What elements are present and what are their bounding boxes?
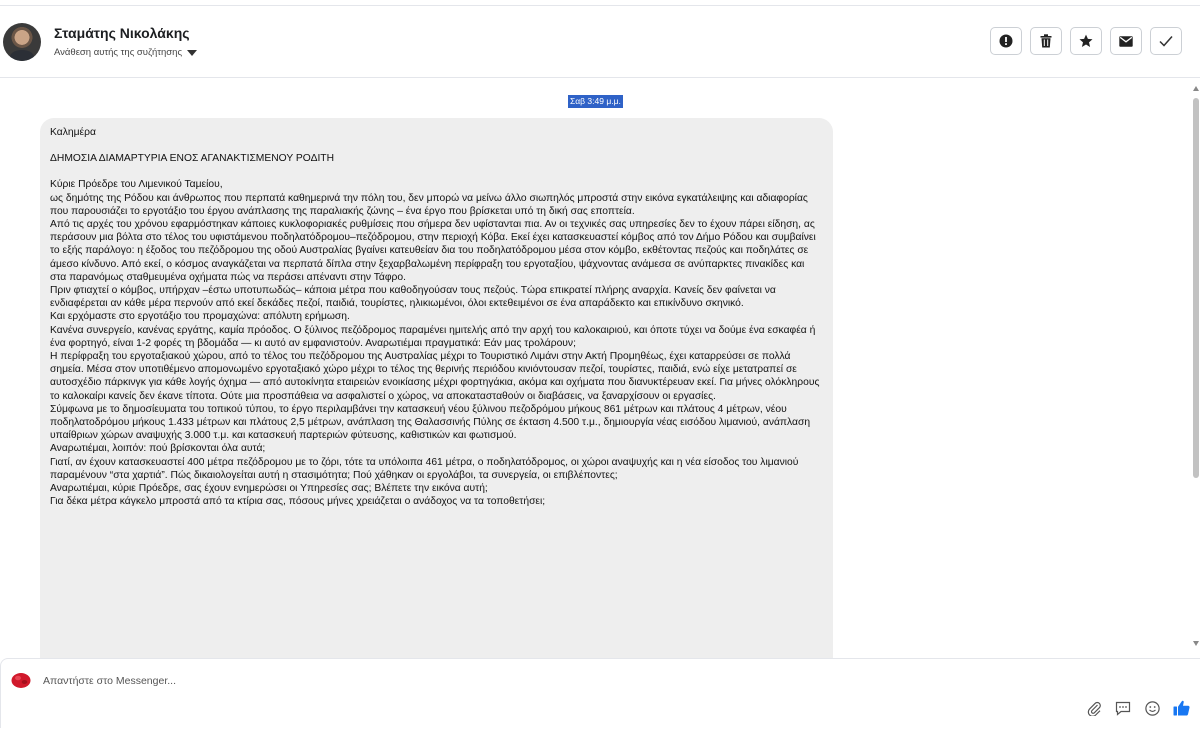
trash-icon <box>1040 34 1052 48</box>
exclamation-circle-icon <box>999 34 1013 48</box>
scroll-down-arrow-icon[interactable] <box>1193 641 1199 646</box>
message-paragraph: Για δέκα μέτρα κάγκελο μπροστά από τα κτίρια σας, πόσους μήνες χρειάζεται ο ανάδοχος να τα τοποθετήσει; <box>50 496 546 508</box>
message-bubble[interactable] <box>40 118 833 658</box>
smiley-icon <box>1145 701 1160 716</box>
scroll-up-arrow-icon[interactable] <box>1193 86 1199 91</box>
message-paragraph: Και ερχόμαστε στο εργοτάξιο του προμαχώνα: απόλυτη ερήμωση. <box>50 311 350 323</box>
message-paragraph: Σύμφωνα με το δημοσίευματα του τοπικού τύπου, το έργο περιλαμβάνει την κατασκευή νέου ξύλινου πεζοδρόμου μήκους 861 μέτρων και πλάτους 4 μέτρων, νέου ποδηλατοδρόμου μήκους 1.433 μέτρων και πλάτους 2,5 μέτρων, ανάπλαση της Θαλασσινής Πύλης σε έκταση 4.500 τ.μ., δημιουργία νέας εισόδου λιμανιού, ανάπλαση υπαίθριων χώρων αναψυχής 3.000 τ.μ. και κατασκευή παρτεριών φύτευσης, καθιστικών και φωτισμού. <box>50 403 811 442</box>
message-paragraph: Πριν φτιαχτεί ο κόμβος, υπήρχαν –έστω υποτυπωδώς– κάποια μέτρα που καθοδηγούσαν τους πεζούς. Τώρα επικρατεί πλήρης αναρχία. Κανείς δεν φαίνεται να ενδιαφέρεται αν κάθε μέρα περνούν από εκεί δεκάδες πεζοί, παιδιά, τουρίστες, ηλικιωμένοι, όλοι εκτεθειμένοι σε ένα απαράδεκτο και επικίνδυνο σκηνικό. <box>50 285 776 310</box>
composer-tools <box>1085 699 1190 717</box>
contact-name[interactable]: Σταμάτης Νικολάκης <box>54 25 190 41</box>
message-greeting: Καλημέρα <box>50 127 96 138</box>
saved-replies-button[interactable] <box>1114 699 1132 717</box>
assign-conversation-dropdown[interactable] <box>54 47 197 58</box>
scrollbar-thumb[interactable] <box>1193 98 1199 478</box>
message-paragraph: ως δημότης της Ρόδου και άνθρωπος που περπατά καθημερινά την πόλη του, δεν μπορώ να μείνω άλλο σιωπηλός μπροστά στην εικόνα εγκατάλειψης και αδιαφορίας που παρουσιάζει το εργοτάξιο του έργου ανάπλασης της παραλιακής ζώνης – ένα έργο που βρίσκεται υπό τη δική σας εποπτεία. <box>50 192 808 217</box>
chevron-down-icon <box>187 50 197 56</box>
mark-done-button[interactable] <box>1150 27 1182 55</box>
message-paragraph: Η περίφραξη του εργοταξιακού χώρου, από το τέλος του πεζόδρομου της Αυστραλίας μέχρι το Τουριστικό Λιμάνι στην Ακτή Προμηθέως, έχει καταρρεύσει σε πολλά σημεία. Μέσα στον υποτιθέμενο απομονωμένο εργοταξιακό χώρο μέχρι το τέλος της θερινής περιόδου κινιόντουσαν πεζοί, τουρίστες, παιδιά, ενώ είχε μετατραπεί σε αυτοσχέδιο πάρκινγκ για κάθε λογής όχημα — από αυτοκίνητα εταιρειών ενοικίασης μέχρι φορτηγάκια, ακόμα και οχήματα που διανυκτέρευαν εκεί. Για μήνες ολόκληρους το καλοκαίρι κανείς δεν έκανε τίποτα. Ούτε μια προσπάθεια να ασφαλιστεί ο χώρος, να αποκατασταθούν οι διαβάσεις, να ξαναρχίσουν οι εργασίες. <box>50 351 820 402</box>
message-paragraph: Κανένα συνεργείο, κανένας εργάτης, καμία πρόοδος. Ο ξύλινος πεζόδρομος παραμένει ημιτελής από την αρχή του καλοκαιριού, και όποτε τύχει να δούμε ένα εσκαφέα ή ένα φορτηγό, είναι 1-2 φορές τη βδομάδα — κι αυτό αν εμφανιστούν. Αναρωτιέμαι πραγματικά: Εάν μας τρολάρουν; <box>50 324 816 349</box>
header-actions <box>990 27 1182 55</box>
delete-button[interactable] <box>1030 27 1062 55</box>
report-button[interactable] <box>990 27 1022 55</box>
message-title: ΔΗΜΟΣΙΑ ΔΙΑΜΑΡΤΥΡΙΑ ΕΝΟΣ ΑΓΑΝΑΚΤΙΣΜΕΝΟΥ ΡΟΔΙΤΗ <box>50 153 335 165</box>
thread-scrollbar[interactable] <box>1192 86 1200 646</box>
message-paragraph: Αναρωτιέμαι, λοιπόν: πού βρίσκονται όλα αυτά; <box>50 443 266 455</box>
message-paragraph: Αναρωτιέμαι, κύριε Πρόεδρε, σας έχουν ενημερώσει οι Υπηρεσίες σας; Βλέπετε την εικόνα αυτή; <box>50 483 488 495</box>
contact-avatar[interactable] <box>3 23 41 61</box>
star-icon <box>1079 34 1093 48</box>
conversation-header <box>0 6 1200 78</box>
mark-unread-button[interactable] <box>1110 27 1142 55</box>
message-thread[interactable] <box>0 79 1200 658</box>
paperclip-icon <box>1087 700 1101 716</box>
message-paragraph: Κύριε Πρόεδρε του Λιμενικού Ταμείου, <box>50 179 223 191</box>
thumbs-up-icon <box>1173 700 1190 716</box>
message-paragraph: Γιατί, αν έχουν κατασκευαστεί 400 μέτρα πεζόδρομου με το ζόρι, τότε τα υπόλοιπα 461 μέτρα, ο ποδηλατόδρομος, οι χώροι αναψυχής και η νέα είσοδος του λιμανιού παραμένουν “στα χαρτιά”. Πώς δικαιολογείται αυτή η στασιμότητα; Πού χάθηκαν οι εργολάβοι, τα συνεργεία, οι επιβλέποντες; <box>50 456 799 481</box>
envelope-icon <box>1119 36 1133 47</box>
reply-input[interactable] <box>41 669 745 693</box>
reply-composer <box>0 658 1200 728</box>
chat-bubble-icon <box>1115 701 1131 716</box>
message-timestamp: Σαβ 3:49 μ.μ. <box>570 96 621 106</box>
assign-label: Ανάθεση αυτής της συζήτησης <box>54 47 183 58</box>
message-paragraph: Από τις αρχές του χρόνου εφαρμόστηκαν κάποιες κυκλοφοριακές ρυθμίσεις που σήμερα δεν υφίστανται πια. Αν οι τεχνικές σας υπηρεσίες δεν το έχουν πάρει είδηση, ας περάσουν μια βόλτα στο τέλος του υφιστάμενου ποδηλατόδρομου–πεζόδρομου, στην περιοχή Κόβα. Εκεί έχει κατασκευαστεί κόμβος από τον Δήμο Ρόδου και συμβαίνει το εξής παράλογο: η έξοδος του πεζόδρομου της οδού Αυστραλίας βγαίνει κατευθείαν δια του ποδηλατόδρομου μέσα στον κόμβο, εκθέτοντας πεζούς και ποδηλάτες σε άμεσο κίνδυνο. Από εκεί, ο κόσμος αναγκάζεται να περπατά δίπλα στην ξεχαρβαλωμένη περίφραξη του εργοταξίου, ψάχνοντας ανάμεσα σε ανύπαρκτες πινακίδες και στα παρανόμως σταθμευμένα οχήματα πώς να περάσει απέναντι στην Τάφρο. <box>50 219 816 283</box>
like-button[interactable] <box>1172 699 1190 717</box>
attach-button[interactable] <box>1085 699 1103 717</box>
star-button[interactable] <box>1070 27 1102 55</box>
page-avatar-icon <box>11 671 31 689</box>
checkmark-icon <box>1159 35 1173 47</box>
emoji-button[interactable] <box>1143 699 1161 717</box>
